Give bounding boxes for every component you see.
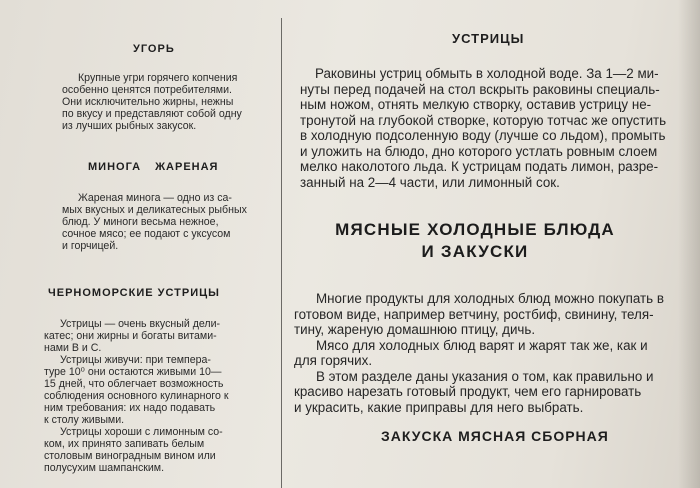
text-line: соблюдения основного кулинарного к: [44, 390, 229, 402]
text-line: Жареная минога — одно из са-: [78, 192, 232, 204]
page-edge-shadow: [678, 0, 700, 488]
text-line: полусухим шампанским.: [44, 462, 165, 474]
text-line: и уложить на блюдо, дно которого устлать ровным слоем: [300, 143, 658, 159]
section-title-line2: И ЗАКУСКИ: [421, 242, 529, 261]
text-line: Мясо для холодных блюд варят и жарят так же, как и: [316, 337, 648, 353]
text-line: блюд. У миноги весьма нежное,: [62, 216, 219, 228]
text-line: из лучших рыбных закусок.: [62, 120, 197, 132]
text-line: катес; они жирны и богаты витами-: [44, 330, 217, 342]
ugor-paragraph: [62, 72, 242, 132]
section-paragraph: [294, 291, 664, 415]
text-line: Устрицы — очень вкусный дели-: [60, 318, 221, 330]
ustritsy-paragraph: [300, 66, 666, 190]
text-line: и горчицей.: [62, 240, 119, 252]
text-line: по вкусу и представляют собой одну: [62, 108, 242, 120]
text-line: особенно ценятся потребителями.: [62, 84, 232, 96]
text-line: Многие продукты для холодных блюд можно покупать в: [316, 291, 664, 306]
text-line: сочное мясо; ее подают с уксусом: [62, 228, 231, 240]
text-line: нами В и С.: [44, 342, 102, 354]
text-line: для горячих.: [294, 353, 373, 368]
minoga-heading: МИНОГА ЖАРЕНАЯ: [88, 161, 219, 173]
minoga-paragraph: [62, 192, 247, 252]
text-line: тину, жареную домашнюю птицу, дичь.: [294, 322, 536, 337]
text-line: мелко наколотого льда. К устрицам подать лимон, разре-: [300, 159, 659, 174]
text-line: столовым виноградным вином или: [44, 450, 216, 462]
text-line: В этом разделе даны указания о том, как правильно и: [316, 368, 654, 384]
text-line: в холодную подсоленную воду (лучше со льдом), промыть: [300, 128, 666, 143]
ustritsy-heading: УСТРИЦЫ: [452, 31, 525, 46]
text-line: к столу живыми.: [44, 414, 125, 426]
ugor-heading: УГОРЬ: [133, 43, 175, 55]
chernomorskie-heading: ЧЕРНОМОРСКИЕ УСТРИЦЫ: [48, 287, 220, 299]
zakuska-heading: ЗАКУСКА МЯСНАЯ СБОРНАЯ: [381, 428, 609, 444]
text-line: мых вкусных и деликатесных рыбных: [62, 204, 247, 216]
text-line: нуты перед подачей на стол вскрыть раковины специаль-: [300, 81, 660, 97]
text-line: готовом виде, например ветчину, ростбиф, свинину, теля-: [294, 306, 654, 322]
text-line: Они исключительно жирны, нежны: [62, 96, 234, 108]
text-line: и украсить, какие приправы для него выбрать.: [294, 399, 584, 415]
text-line: Устрицы живучи: при темпера-: [60, 354, 211, 366]
text-line: ным ножом, отнять мелкую створку, оставив устрицу не-: [300, 97, 652, 112]
text-line: красиво нарезать готовый продукт, чем его гарнировать: [294, 384, 642, 399]
text-line: занный на 2—4 части, или лимонный сок.: [300, 174, 560, 190]
section-title-line1: МЯСНЫЕ ХОЛОДНЫЕ БЛЮДА: [335, 220, 615, 239]
text-line: туре 10⁰ они остаются живыми 10—: [44, 366, 222, 378]
chernomorskie-paragraph: [44, 318, 228, 474]
text-line: Крупные угри горячего копчения: [78, 72, 238, 84]
text-line: тронутой на глубокой створке, которую тотчас же опустить: [300, 112, 667, 128]
text-line: ним требования: их надо подавать: [44, 402, 216, 414]
column-divider: [281, 18, 282, 488]
section-title: [330, 219, 620, 263]
text-line: 15 дней, что облегчает возможность: [44, 378, 224, 390]
text-line: ком, их принято запивать белым: [44, 438, 205, 450]
text-line: Устрицы хороши с лимонным со-: [60, 426, 223, 438]
text-line: Раковины устриц обмыть в холодной воде. За 1—2 ми-: [315, 66, 659, 81]
